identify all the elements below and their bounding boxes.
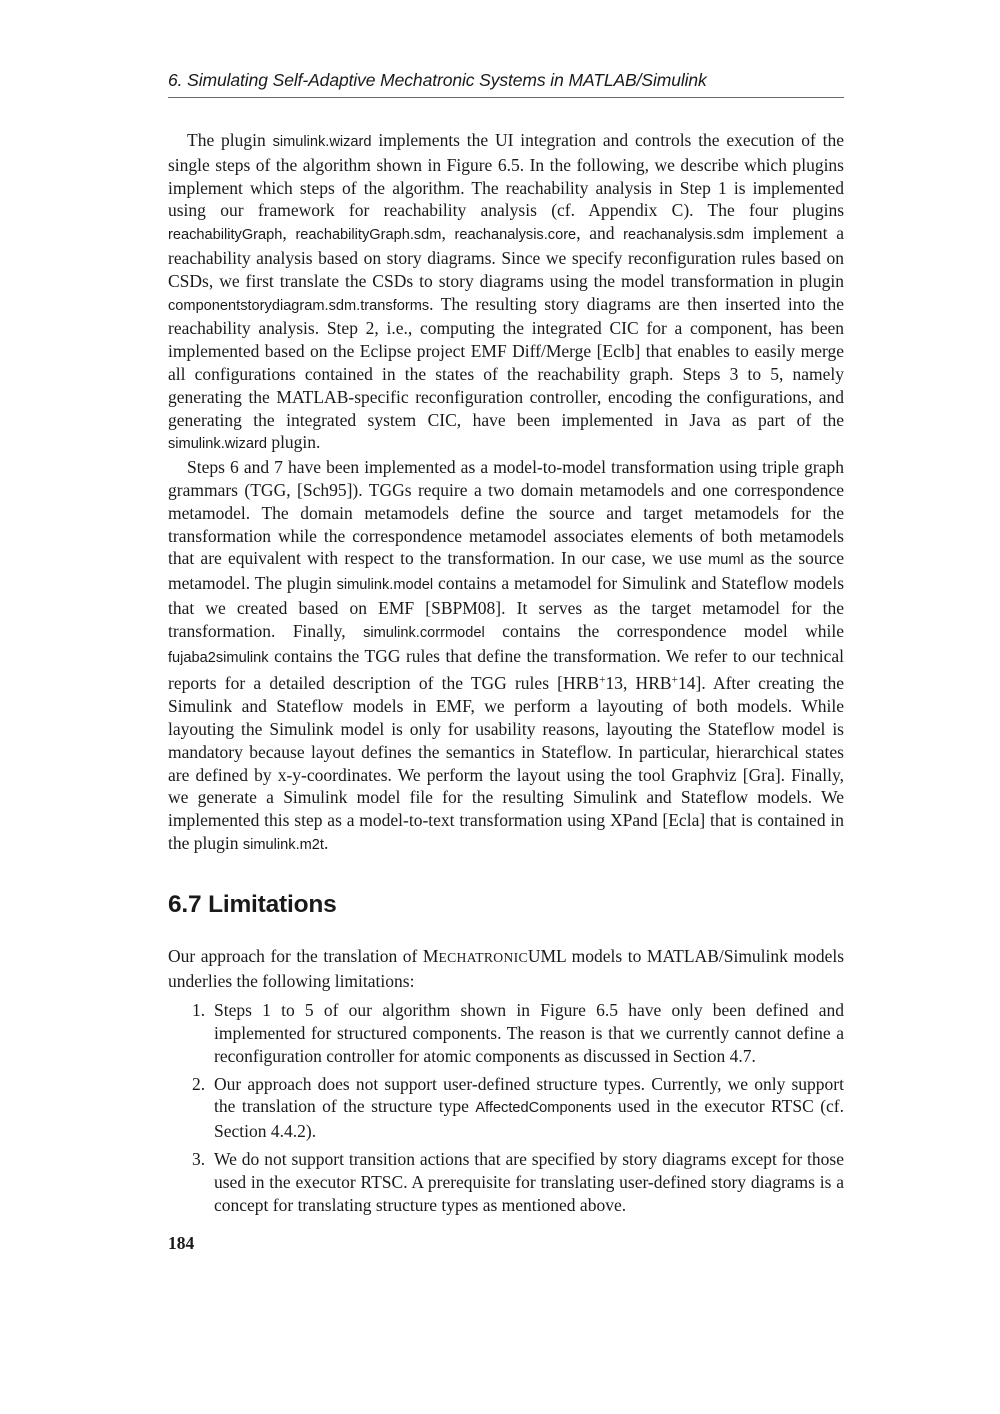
code-term: reachanalysis.core (454, 227, 577, 244)
superscript: + (599, 674, 606, 687)
code-term: simulink.m2t (242, 836, 324, 853)
code-term: simulink.model (336, 577, 434, 594)
code-term: reachabilityGraph (168, 227, 283, 244)
code-term: simulink.corrmodel (363, 624, 485, 641)
code-term: reachanalysis.sdm (623, 227, 745, 244)
small-caps: ECHATRONIC (438, 949, 528, 965)
text: , (441, 223, 455, 244)
text: Our approach does not support user-defined structure types. Currently, we only support the translation of the structure type (214, 1073, 844, 1117)
text: We do not support transition actions that are specified by story diagrams except for those used in the executor RTSC. A prerequisite for translating user-defined story diagrams is a concept for translating structure types as mentioned above. (214, 1149, 844, 1215)
list-item (168, 1073, 844, 1143)
text: as the source metamodel. The plugin (168, 548, 844, 594)
text: 13, HRB (605, 673, 672, 694)
text: UML models to MATLAB/Simulink models underlies the following limitations: (168, 945, 845, 991)
code-term: simulink.wizard (272, 134, 372, 150)
paragraph-intro (168, 945, 844, 993)
paragraph-plugins (168, 129, 844, 456)
text: The plugin (187, 130, 273, 150)
limitations-list (168, 999, 844, 1216)
text: 14]. After creating the Simulink and Stateflow models in EMF, we perform a layouting of both models. While layouting the Simulink model is only for usability reasons, layouting the Stateflow model is mandatory because layout defines the semantics in Stateflow. In particular, hierarchical states are defined by x-y-coordinates. We perform the layout using the tool Graphviz [Gra]. Finally, we generate a Simulink model file for the resulting Simulink and Stateflow models. We implemented this step as a model-to-text transformation using XPand [Ecla] that is contained in the plugin (168, 673, 844, 853)
page-number: 184 (168, 1233, 195, 1253)
text: implement a reachability analysis based on story diagrams. Since we specify reconfiguration rules based on CSDs, we first translate the CSDs to story diagrams using the model transformation in plugin (168, 223, 844, 291)
section-heading: 6.7 Limitations (168, 890, 337, 918)
code-term: AffectedComponents (475, 1100, 612, 1117)
text: . The resulting story diagrams are then inserted into the reachability analysis. Step 2, i.e., computing the integrated CIC for a component, has been implemented based on the Eclipse project EMF Diff/Merge [Eclb] that enables to easily merge all configurations contained in the states of the reachability graph. Steps 3 to 5, namely generating the MATLAB-specific reconfiguration controller, encoding the configurations, and generating the integrated system CIC, have been implemented in Java as part of the (168, 293, 844, 430)
code-term: fujaba2simulink (168, 649, 269, 666)
list-number: 3. (192, 1149, 206, 1170)
text: used in the executor RTSC (cf. Section 4.4.2). (214, 1096, 845, 1142)
code-term: componentstorydiagram.sdm.transforms (168, 297, 430, 314)
text: , (282, 223, 296, 244)
text: contains the TGG rules that define the transformation. We refer to our technical reports for a detailed description of the TGG rules [HRB (168, 645, 844, 694)
list-number: 1. (192, 1000, 206, 1021)
text: contains a metamodel for Simulink and Stateflow models that we created based on EMF [SBPM08]. It serves as the target metamodel for the transformation. Finally, (168, 573, 844, 641)
superscript: + (671, 674, 679, 687)
body-text (168, 129, 844, 1221)
list-item (168, 1148, 844, 1216)
code-term: reachabilityGraph.sdm (295, 227, 442, 244)
text: contains the correspondence model while (484, 620, 845, 641)
text: . (323, 832, 329, 853)
text: , and (576, 223, 624, 244)
text: plugin. (266, 432, 321, 453)
list-number: 2. (192, 1073, 206, 1094)
list-item (168, 999, 844, 1067)
paragraph-tgg (168, 456, 844, 857)
code-term: muml (708, 552, 744, 569)
text: Steps 6 and 7 have been implemented as a model-to-model transformation using triple graph grammars (TGG, [Sch95]). TGGs require a two domain metamodels and one correspondence metamodel. The domain metamodels define the source and target metamodels for the transformation while the correspondence metamodel associates elements of both metamodels that are equivalent with respect to the transformation. In our case, we use (168, 457, 844, 569)
text: implements the UI integration and controls the execution of the single steps of the algorithm shown in Figure 6.5. In the following, we describe which plugins implement which steps of the algorithm. The reachability analysis in Step 1 is implemented using our framework for reachability analysis (cf. Appendix C). The four plugins (168, 130, 844, 221)
text: Steps 1 to 5 of our algorithm shown in Figure 6.5 have only been defined and implemented for structured components. The reason is that we currently cannot define a reconfiguration controller for atomic components as discussed in Section 4.7. (214, 1000, 844, 1066)
text: Our approach for the translation of M (168, 945, 439, 966)
running-header: 6. Simulating Self-Adaptive Mechatronic Systems in MATLAB/Simulink (168, 70, 844, 98)
code-term: simulink.wizard (168, 436, 267, 453)
